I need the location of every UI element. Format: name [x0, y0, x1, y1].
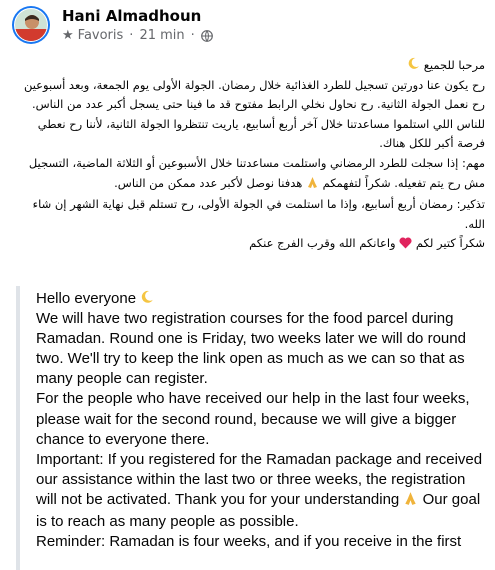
meta-separator: ·	[129, 28, 134, 43]
arabic-paragraph: رح يكون عنا دورتين تسجيل للطرد الغذائية خلال رمضان. الجولة الأولى يوم الجمعة، وبعد أسبوعين رح نعمل الجولة الثانية. رح نحاول نخلي الرابط مفتوح قد ما فينا حتى يسجل أكبر عدد من الناس.	[23, 77, 485, 112]
arabic-paragraph: مهم: إذا سجلت للطرد الرمضاني واستلمت مساعدتنا خلال الأسبوعين أو الثلاثة الماضية، التسجيل مش رح يتم تفعيله. شكراً لتفهمكم هدفنا نوصل لأكبر عدد ممكن من الناس.	[14, 154, 485, 195]
arabic-paragraph: شكراً كتير لكم واعانكم الله وقرب الفرج عنكم	[14, 234, 485, 256]
english-paragraph: For the people who have received our help in the last four weeks, please wait for the second round, because we will give a bigger chance to everyone there.	[36, 390, 470, 448]
moon-icon	[407, 57, 420, 70]
post-meta	[62, 28, 213, 43]
star-icon: ★	[62, 28, 74, 43]
post-header	[12, 4, 483, 52]
arabic-paragraph: تذكير: رمضان أربع أسابيع، وإذا ما استلمت في الجولة الأولى، رح تستلم قبل نهاية الشهر إن شاء الله.	[32, 197, 485, 231]
globe-icon[interactable]	[201, 30, 213, 42]
avatar-photo	[14, 8, 48, 42]
moon-icon	[140, 290, 153, 303]
arabic-paragraph: للناس اللي استلموا مساعدتنا خلال آخر أربع أسابيع، ياريت تنتظروا الجولة الثانية، لأننا رح نعطي فرصة أكبر للكل هناك.	[37, 116, 485, 151]
arabic-paragraph: مرحبا للجميع	[14, 56, 485, 76]
avatar[interactable]	[12, 6, 50, 44]
post-body-arabic	[14, 56, 485, 256]
pray-icon	[403, 491, 418, 512]
english-paragraph: Reminder: Ramadan is four weeks, and if you receive in the first	[36, 533, 462, 551]
pray-icon	[306, 176, 319, 196]
author-name[interactable]: Hani Almadhoun	[62, 7, 202, 25]
meta-separator: ·	[190, 28, 195, 43]
english-paragraph: We will have two registration courses for the food parcel during Ramadan. Round one is Friday, two weeks later we will do round two. We'll try to keep the link open as much as we can so that as many people can register.	[36, 310, 466, 388]
audience-label[interactable]: Favoris	[77, 28, 124, 43]
english-paragraph: Hello everyone	[36, 289, 487, 309]
post-body-english	[36, 286, 487, 552]
heart-icon	[399, 236, 412, 256]
translation-block	[16, 286, 487, 570]
timestamp[interactable]: 21 min	[139, 28, 185, 43]
english-paragraph: Important: If you registered for the Ramadan package and received our assistance within the last two or three weeks, the registration will not be activated. Thank you for your understanding Our goal is to reach as many people as possible.	[36, 450, 483, 531]
